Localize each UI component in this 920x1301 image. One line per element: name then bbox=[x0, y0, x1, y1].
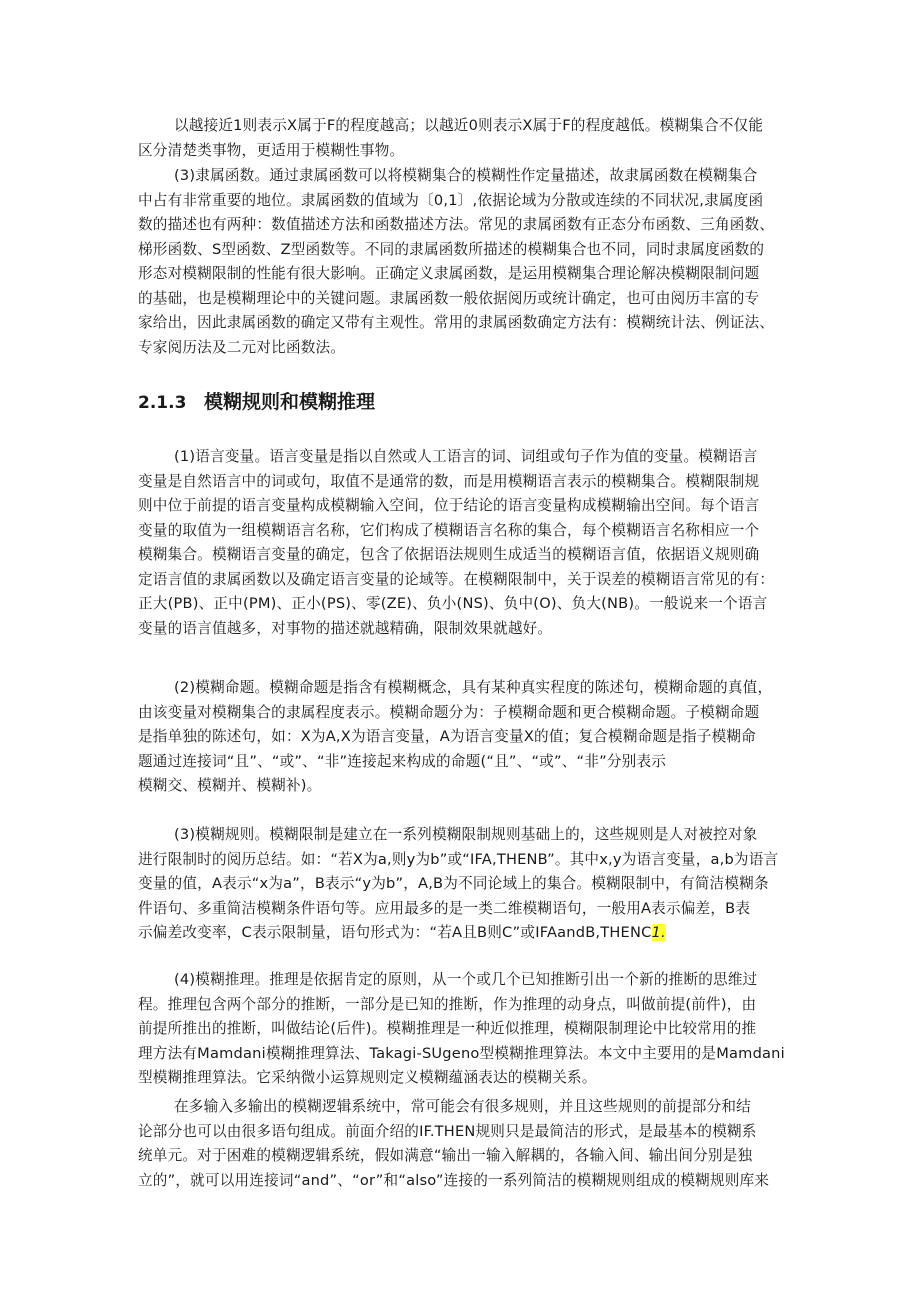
text-line: 件语句、多重简洁模糊条件语句等。应用最多的是一类二维模糊语句，一般用A表示偏差，B表 bbox=[138, 899, 751, 917]
paragraph-fuzzy-proposition bbox=[138, 676, 788, 799]
text-line: (1)语言变量。语言变量是指以自然或人工语言的词、词组或句子作为值的变量。模糊语言 bbox=[174, 448, 758, 465]
text-line: 是指单独的陈述句，如：X为A,X为语言变量，A为语言变量X的值；复合模糊命题是指子模糊命 bbox=[138, 728, 756, 745]
section-title: 模糊规则和模糊推理 bbox=[204, 391, 376, 413]
text-line: 形态对模糊限制的性能有很大影响。正确定义隶属函数，是运用模糊集合理论解决模糊限制问题 bbox=[138, 265, 760, 282]
text-line: 的基础，也是模糊理论中的关键问题。隶属函数一般依据阅历或统计确定，也可由阅历丰富的专 bbox=[138, 289, 760, 307]
paragraph-fuzzy-set-intro bbox=[138, 114, 788, 163]
text-line: 中占有非常重要的地位。隶属函数的值域为〔0,1〕,依据论域为分散或连续的不同状况,隶属度函 bbox=[138, 191, 764, 209]
text-line: 家给出，因此隶属函数的确定又带有主观性。常用的隶属函数确定方法有：模糊统计法、例证法、 bbox=[138, 314, 775, 331]
section-number: 2.1.3 bbox=[138, 393, 187, 413]
highlighted-mark: 1. bbox=[651, 924, 666, 941]
paragraph-fuzzy-inference bbox=[138, 968, 788, 1091]
text-line: 前提所推出的推断，叫做结论(后件)。模糊推理是一种近似推理，模糊限制理论中比较常用的推 bbox=[138, 1020, 757, 1037]
text-line: 变量是自然语言中的词或句，取值不是通常的数，而是用模糊语言表示的模糊集合。模糊限制规 bbox=[138, 472, 760, 490]
text-line: 理方法有Mamdani模糊推理算法、Takagi-SUgeno型模糊推理算法。本文中主要用的是Mamdani bbox=[138, 1044, 785, 1062]
text-line: 模糊集合。模糊语言变量的确定，包含了依据语法规则生成适当的模糊语言值，依据语义规则确 bbox=[138, 546, 760, 563]
text-line: 梯形函数、S型函数、Z型函数等。不同的隶属函数所描述的模糊集合也不同，同时隶属度函数的 bbox=[138, 240, 765, 258]
paragraph-membership-function bbox=[138, 164, 788, 360]
text-line: 区分清楚类事物，更适用于模糊性事物。 bbox=[138, 141, 405, 159]
text-line: 专家阅历法及二元对比函数法。 bbox=[138, 338, 346, 356]
text-line: 模糊交、模糊并、模糊补)。 bbox=[138, 777, 322, 794]
text-line: 定语言值的隶属函数以及确定语言变量的论域等。在模糊限制中，关于误差的模糊语言常见的有： bbox=[138, 570, 775, 588]
text-line: 由该变量对模糊集合的隶属程度表示。模糊命题分为：子模糊命题和更合模糊命题。子模糊命题 bbox=[138, 703, 760, 721]
paragraph-mimo-system bbox=[138, 1095, 788, 1193]
text-line: (4)模糊推理。推理是依据肯定的原则，从一个或几个已知推断引出一个新的推断的思维过 bbox=[174, 971, 758, 988]
text-line: 则中位于前提的语言变量构成模糊输入空间，位于结论的语言变量构成模糊输出空间。每个语言 bbox=[138, 497, 760, 514]
text-line: 变量的取值为一组模糊语言名称，它们构成了模糊语言名称的集合，每个模糊语言名称相应一个 bbox=[138, 521, 760, 539]
text-line: 立的”，就可以用连接词“and”、“or”和“also”连接的一系列简洁的模糊规则组成的模糊规则库来 bbox=[138, 1171, 770, 1189]
text-line: 变量的值，A表示“x为a”，B表示“y为b”，A,B为不同论域上的集合。模糊限制中，有简洁模糊条 bbox=[138, 875, 769, 892]
paragraph-linguistic-variable bbox=[138, 445, 788, 641]
text-line: 进行限制时的阅历总结。如：“若X为a,则y为b”或“IFA,THENB”。其中x,y为语言变量，a,b为语言 bbox=[138, 850, 779, 868]
text-line: 统单元。对于困难的模糊逻辑系统，假如满意“输出一输入解耦的，各输入间、输出间分别是独 bbox=[138, 1147, 753, 1164]
text-line: (3)隶属函数。通过隶属函数可以将模糊集合的模糊性作定量描述，故隶属函数在模糊集合 bbox=[174, 167, 758, 184]
text-line: 论部分也可以由很多语句组成。前面介绍的IF.THEN规则只是最简洁的形式，是最基本的模糊系 bbox=[138, 1122, 757, 1140]
text-line: (2)模糊命题。模糊命题是指含有模糊概念，具有某种真实程度的陈述句，模糊命题的真值， bbox=[174, 679, 773, 696]
text-line: 以越接近1则表示X属于F的程度越高；以越近0则表示X属于F的程度越低。模糊集合不仅能 bbox=[174, 117, 764, 134]
text-line: (3)模糊规则。模糊限制是建立在一系列模糊限制规则基础上的，这些规则是人对被控对象 bbox=[174, 826, 758, 843]
text-line: 数的描述也有两种：数值描述方法和函数描述方法。常见的隶属函数有正态分布函数、三角函数、 bbox=[138, 216, 775, 233]
section-heading bbox=[138, 388, 375, 417]
text-line: 变量的语言值越多，对事物的描述就越精确，限制效果就越好。 bbox=[138, 619, 553, 637]
text-line: 程。推理包含两个部分的推断，一部分是已知的推断，作为推理的动身点，叫做前提(前件)，由 bbox=[138, 995, 757, 1013]
paragraph-fuzzy-rule bbox=[138, 823, 788, 946]
text-fragment: 示偏差改变率，C表示限制量，语句形式为：“若A且B则C”或IFAandB,THENC bbox=[138, 924, 652, 941]
text-line: 正大(PB)、正中(PM)、正小(PS)、零(ZE)、负小(NS)、负中(O)、负大(NB)。一般说来一个语言 bbox=[138, 595, 768, 612]
text-line bbox=[138, 921, 788, 946]
text-line: 在多输入多输出的模糊逻辑系统中，常可能会有很多规则，并且这些规则的前提部分和结 bbox=[174, 1098, 751, 1115]
text-line: 题通过连接词“且”、“或”、“非”连接起来构成的命题(“且”、“或”、“非”分别表示 bbox=[138, 752, 667, 770]
text-line: 型模糊推理算法。它采纳微小运算规则定义模糊蕴涵表达的模糊关系。 bbox=[138, 1069, 597, 1086]
